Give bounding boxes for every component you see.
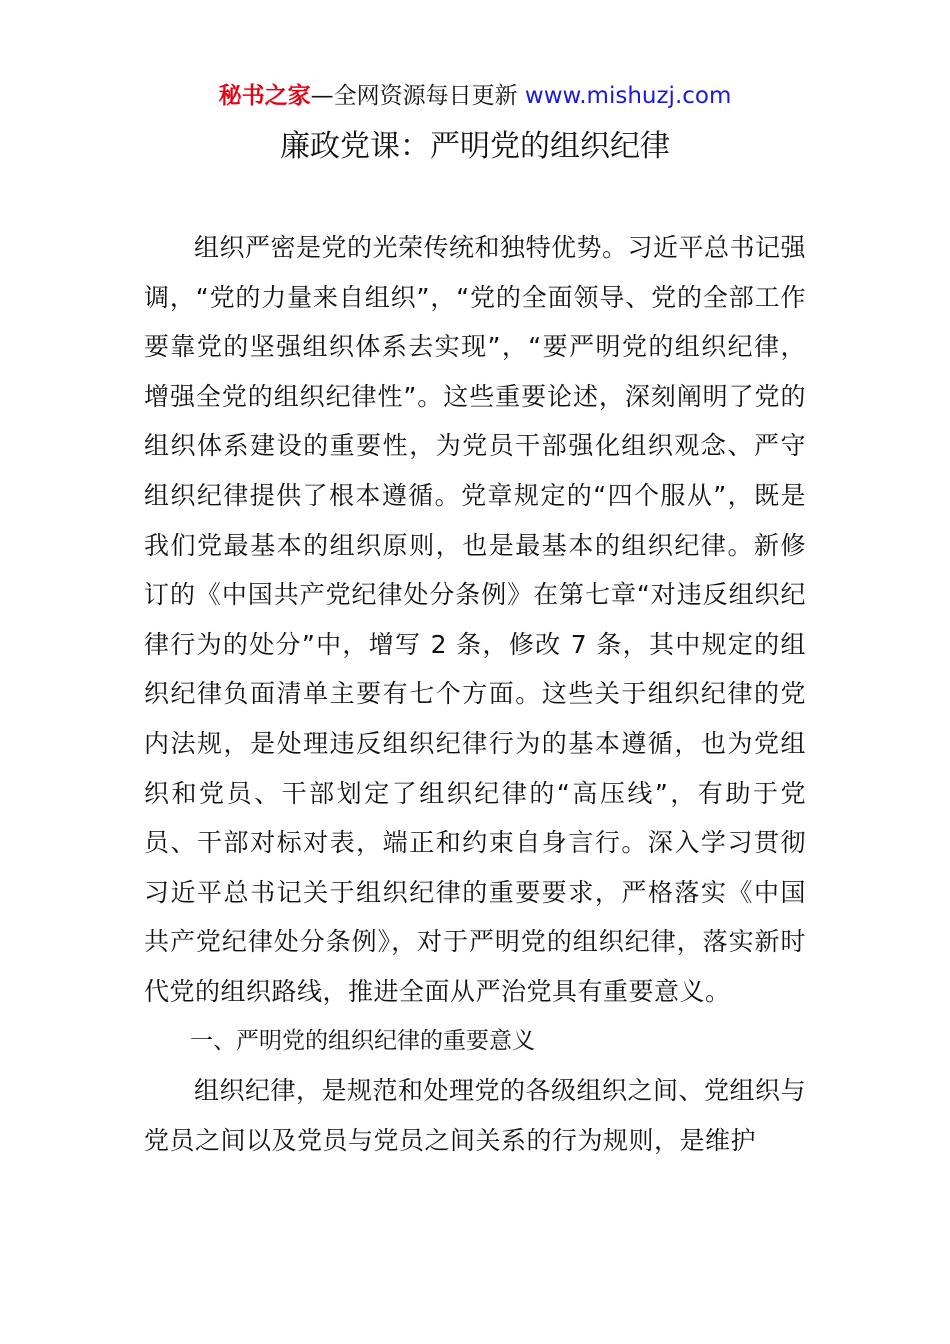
document-title: 廉政党课：严明党的组织纪律 xyxy=(280,129,670,164)
document-body xyxy=(144,223,806,1165)
section-heading: 一、严明党的组织纪律的重要意义 xyxy=(190,1027,535,1054)
site-url-link[interactable]: www.mishuzj.com xyxy=(524,83,732,109)
site-header xyxy=(0,80,950,112)
brand-name: 秘书之家 xyxy=(218,83,311,109)
body-paragraph: 组织严密是党的光荣传统和独特优势。习近平总书记强调，“党的力量来自组织”，“党的全面领导、党的全部工作要靠党的坚强组织体系去实现”，“要严明党的组织纪律，增强全党的组织纪律性”。这些重要论述，深刻阐明了党的组织体系建设的重要性，为党员干部强化组织观念、严守组织纪律提供了根本遵循。党章规定的“四个服从”，既是我们党最基本的组织原则，也是最基本的组织纪律。新修订的《中国共产党纪律处分条例》在第七章“对违反组织纪律行为的处分”中，增写 2 条，修改 7 条，其中规定的组织纪律负面清单主要有七个方面。这些关于组织纪律的党内法规，是处理违反组织纪律行为的基本遵循，也为党组织和党员、干部划定了组织纪律的“高压线”，有助于党员、干部对标对表，端正和约束自身言行。深入学习贯彻习近平总书记关于组织纪律的重要要求，严格落实《中国共产党纪律处分条例》，对于严明党的组织纪律，落实新时代党的组织路线，推进全面从严治党具有重要意义。 xyxy=(144,233,807,1006)
body-paragraph: 组织纪律，是规范和处理党的各级组织之间、党组织与党员之间以及党员与党员之间关系的行为规则，是维护 xyxy=(144,1076,807,1155)
site-tagline: —全网资源每日更新 xyxy=(310,83,525,109)
